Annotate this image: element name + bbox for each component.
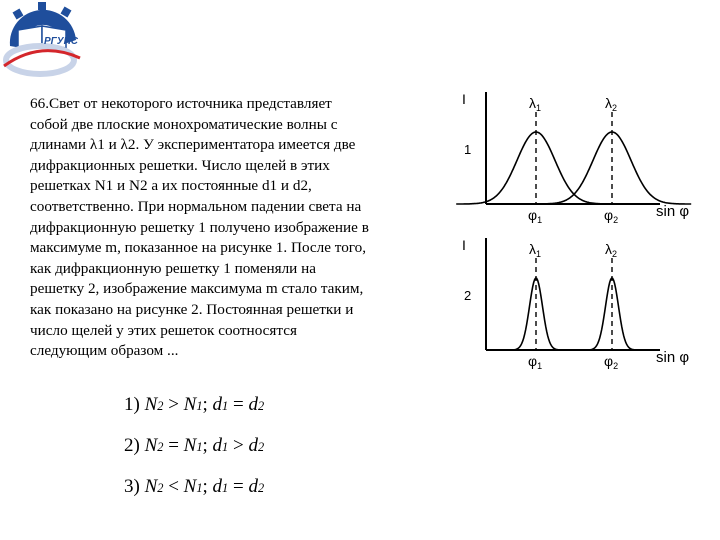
logo-name: РГУПС bbox=[44, 36, 78, 47]
n-left-sub: 2 bbox=[157, 481, 164, 495]
n-operator: = bbox=[163, 435, 184, 456]
n-left: N bbox=[144, 476, 158, 497]
tick-label-2: $\varphi_2$ bbox=[604, 353, 619, 371]
d-left-sub: 1 bbox=[222, 481, 229, 495]
problem-line: следующим образом ... bbox=[30, 342, 179, 360]
n-operator: < bbox=[163, 476, 184, 497]
problem-line: дифракционную решетку 1 получено изображение в bbox=[30, 218, 369, 236]
panel-2 bbox=[462, 237, 689, 371]
problem-line: 66.Свет от некоторого источника представляет bbox=[30, 95, 332, 112]
diffraction-figure bbox=[448, 82, 710, 372]
answer-number: 2) bbox=[124, 435, 140, 456]
problem-line: как показано на рисунке 2. Постоянная решетки и bbox=[30, 300, 354, 318]
problem-line: длинами λ1 и λ2. У экспериментатора имеется две bbox=[30, 136, 356, 154]
separator: ; bbox=[202, 394, 213, 415]
problem-line: собой две плоские монохроматические волны с bbox=[30, 115, 338, 133]
d-right: d bbox=[248, 476, 258, 497]
d-operator: = bbox=[228, 394, 249, 415]
y-axis-label: I bbox=[462, 237, 466, 253]
d-operator: > bbox=[228, 435, 249, 456]
d-left-sub: 1 bbox=[222, 440, 229, 454]
problem-line: дифракционных решетки. Число щелей в этих bbox=[30, 156, 330, 174]
problem-line: соответственно. При нормальном падении света на bbox=[30, 197, 362, 215]
problem-line: решетку 2, изображение максимума m стало таким, bbox=[30, 280, 364, 298]
problem-line: максимуме m, показанное на рисунке 1. После того, bbox=[30, 239, 367, 257]
d-left: d bbox=[212, 435, 223, 456]
n-right-sub: 1 bbox=[196, 440, 203, 454]
tick-label-2: $\varphi_2$ bbox=[604, 207, 619, 225]
panel-1 bbox=[456, 91, 691, 225]
peak-label-2: $\lambda_2$ bbox=[605, 95, 618, 113]
problem-line: решетках N1 и N2 а их постоянные d1 и d2, bbox=[30, 177, 312, 195]
university-logo bbox=[0, 0, 86, 82]
tick-label-1: $\varphi_1$ bbox=[528, 207, 543, 225]
d-right: d bbox=[248, 435, 258, 456]
problem-text bbox=[30, 94, 442, 362]
panel-number: 1 bbox=[464, 142, 472, 157]
n-right: N bbox=[183, 476, 197, 497]
d-right-sub: 2 bbox=[257, 399, 265, 413]
d-operator: = bbox=[228, 476, 249, 497]
x-axis-label: sin φ bbox=[656, 349, 690, 366]
n-right-sub: 1 bbox=[196, 481, 203, 495]
d-right-sub: 2 bbox=[257, 481, 265, 495]
separator: ; bbox=[202, 476, 213, 497]
problem-line: как дифракционную решетку 1 поменяли на bbox=[30, 259, 316, 277]
answer-option-2[interactable] bbox=[124, 435, 264, 457]
n-left: N bbox=[144, 394, 158, 415]
n-right-sub: 1 bbox=[196, 399, 203, 413]
separator: ; bbox=[202, 435, 213, 456]
d-left-sub: 1 bbox=[222, 399, 229, 413]
n-right: N bbox=[183, 435, 197, 456]
x-axis-label: sin φ bbox=[656, 203, 690, 220]
n-right: N bbox=[183, 394, 197, 415]
answer-option-1[interactable] bbox=[124, 394, 264, 416]
n-left: N bbox=[144, 435, 158, 456]
peak-label-1: $\lambda_1$ bbox=[529, 95, 542, 113]
panel-number: 2 bbox=[464, 288, 472, 303]
answer-number: 1) bbox=[124, 394, 140, 415]
n-left-sub: 2 bbox=[157, 399, 164, 413]
peak-label-2: $\lambda_2$ bbox=[605, 241, 618, 259]
answer-number: 3) bbox=[124, 476, 140, 497]
answer-option-3[interactable] bbox=[124, 476, 264, 498]
y-axis-label: I bbox=[462, 91, 466, 107]
problem-line: число щелей у этих решеток соотносятся bbox=[30, 321, 297, 339]
d-left: d bbox=[212, 394, 223, 415]
d-left: d bbox=[212, 476, 223, 497]
n-left-sub: 2 bbox=[157, 440, 164, 454]
d-right-sub: 2 bbox=[257, 440, 265, 454]
tick-label-1: $\varphi_1$ bbox=[528, 353, 543, 371]
peak-label-1: $\lambda_1$ bbox=[529, 241, 542, 259]
n-operator: > bbox=[163, 394, 184, 415]
d-right: d bbox=[248, 394, 258, 415]
